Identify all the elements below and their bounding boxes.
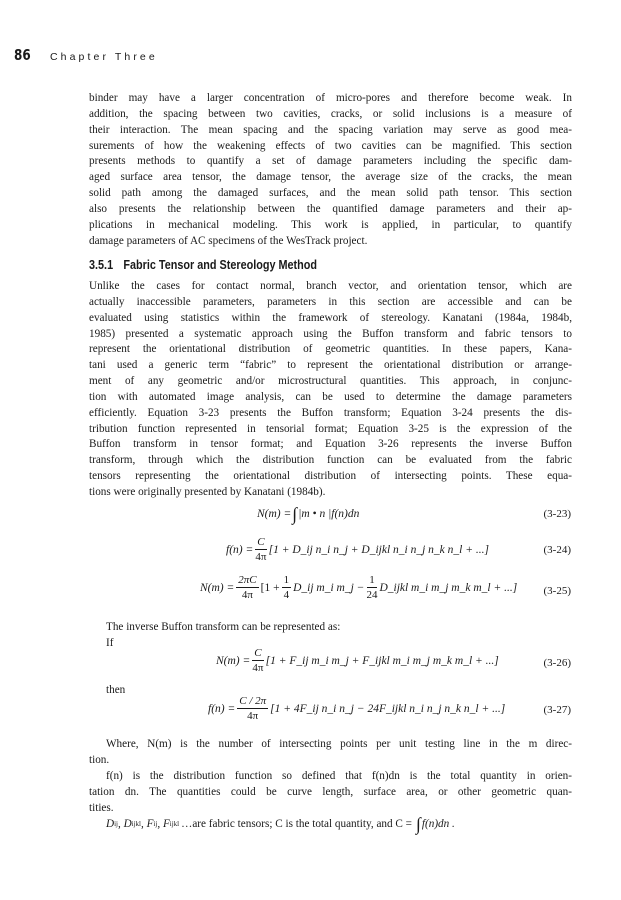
text-line: efficiently. Equation 3-23 presents the Buffon transform; Equation 3-24 presents the dis- [89,406,572,419]
eq-lhs: N(m) = [216,654,251,667]
where-paragraph [89,737,572,769]
fraction [237,695,268,722]
text-line: represent the orientational distribution of geometric quantities. In these papers, Kana- [89,343,572,356]
eq-term: [1 + [260,581,280,594]
text-line: damage parameters of AC specimens of the WesTrack project. [89,234,368,247]
fraction-denominator: 4 [283,589,290,601]
tensor-subscripts: ij [114,820,118,828]
tensor-subscripts: ijkl [169,820,180,828]
text-line: binder may have a larger concentration of micro-pores and therefore become weak. In [89,92,572,104]
fraction [255,536,266,563]
eq-lhs: N(m) = [257,508,292,520]
intro-paragraph [89,91,572,249]
eq-lhs: f(n) = [226,543,254,556]
fraction [366,574,377,601]
fraction [282,574,292,601]
text-line: 1985) presented a systematic approach using the Buffon transform and fabric tensors to [89,327,572,340]
fraction-denominator: 4π [241,589,253,601]
eq-rhs: [1 + D_ij n_i n_j + D_ijkl n_i n_j n_k n_l + ...] [268,543,489,556]
eq-term: D_ij m_i m_j − [293,581,365,594]
last-line-text: …are fabric tensors; C is the total quantity, and C = [181,818,412,830]
equation-3-25 [0,572,621,606]
fraction-numerator: C [257,536,265,548]
text-line: addition, the spacing between two cavities, cracks, or solid inclusions is a measure of [89,107,572,120]
text-line: surements of how the weakening effects of two cavities can be magnified. This section [89,139,572,152]
equation-number: (3-26) [543,657,571,669]
text-line: presents methods to quantify a set of damage parameters including the specific dam- [89,155,572,168]
text-line: tions were originally presented by Kanatani (1984b). [89,485,326,498]
equation-number: (3-25) [543,585,571,597]
fabric-tensor-line: D ij , D ijkl , F ij , F ijkl …are fabric tensors; C is the total quantity, and C = ∫ f(n)dn . [106,814,455,834]
text-line: tani used a generic term “fabric” to represent the orientational distribution or arrange- [89,359,572,372]
text-line: tation dn. The quantities could be curve length, surface area, or other geometric quan- [89,785,572,798]
section-paragraph [89,279,572,501]
integral-sign: ∫ [415,814,421,834]
text-line: plications in mechanical modeling. This work is applied, in particular, to quantify [89,218,572,231]
fraction-numerator: 1 [369,574,375,586]
tensor-symbol: D [106,818,115,830]
text-line: actually inaccessible parameters, parameters in this section are accessible and can be [89,295,572,308]
equation-number: (3-23) [543,508,571,520]
eq-term: D_ijkl m_i m_j m_k m_l + ...] [379,581,518,594]
eq-rhs: [1 + 4F_ij n_i n_j − 24F_ijkl n_i n_j n_k n_l + ...] [270,702,506,715]
section-title: Fabric Tensor and Stereology Method [123,258,317,272]
fraction [252,647,263,674]
text-line: tities. [89,801,114,814]
text-line: tensors representing the orientational distribution of intersecting points. These equa- [89,470,572,483]
text-line: Where, N(m) is the number of intersecting points per unit testing line in the m direc- [106,738,572,750]
inverse-intro: The inverse Buffon transform can be represented as: [106,621,341,633]
equation-3-24 [0,534,621,568]
fraction-numerator: 2πC [238,574,257,586]
chapter-title: Chapter Three [50,51,158,63]
fraction [236,574,258,601]
text-line: Buffon transform in tensor format; and Equation 3-26 represents the inverse Buffon [89,438,572,451]
text-line: tribution function represented in tensorial format; Equation 3-25 is the expression of the [89,422,572,435]
running-head [14,46,158,64]
then-word: then [106,684,126,696]
integral-sign: ∫ [292,504,298,524]
text-line: solid path among the damaged surfaces, and the mean solid path tensor. This section [89,187,572,200]
eq-lhs: f(n) = [208,702,236,715]
fn-paragraph [89,769,572,817]
eq-rhs: [1 + F_ij m_i m_j + F_ijkl m_i m_j m_k m_l + ...] [265,654,499,667]
fraction-numerator: C / 2π [239,695,267,707]
tensor-subscripts: ijkl [131,820,142,828]
if-word: If [106,637,114,649]
page-number: 86 [14,46,31,64]
text-line: tion. [89,753,110,766]
text-line: tion with automated image analysis, can be used to determine the damage parameters [89,390,572,403]
section-number: 3.5.1 [89,258,114,272]
text-line: ment of any geometric and/or microstructural quantities. This approach, in conjunc- [89,375,572,388]
fraction-numerator: C [254,647,262,659]
text-line: evaluated using statistics within the framework of stereology. Kanatani (1984a, 1984b, [89,311,572,324]
fraction-denominator: 24 [366,589,378,601]
fraction-numerator: 1 [283,574,290,586]
equation-number: (3-27) [543,704,571,716]
text-line: also presents the relationship between the quantified damage parameters and their ap- [89,202,572,215]
fraction-denominator: 4π [252,662,264,674]
text-line: Unlike the cases for contact normal, branch vector, and orientation tensor, which are [89,280,572,292]
fraction-denominator: 4π [255,551,267,563]
fraction-denominator: 4π [247,710,259,722]
equation-3-23 [0,500,621,534]
text-line: their interaction. The mean spacing and the spacing variation may serve as good mea- [89,123,572,136]
equation-3-27 [0,693,621,727]
text-line: f(n) is the distribution function so defined that f(n)dn is the total quantity in orien- [106,770,572,782]
last-line-end: f(n)dn . [421,818,455,830]
equation-number: (3-24) [543,544,571,556]
section-heading [89,258,317,272]
tensor-subscripts: ij [153,820,158,828]
eq-body: |m • n |f(n)dn [298,508,360,520]
text-line: aged surface area tensor, the damage tensor, the average size of the cracks, the mean [89,171,572,184]
eq-lhs: N(m) = [200,581,235,594]
equation-3-26 [0,645,621,679]
text-line: transform, through which the distribution function can be evaluated from the fabric [89,454,572,467]
